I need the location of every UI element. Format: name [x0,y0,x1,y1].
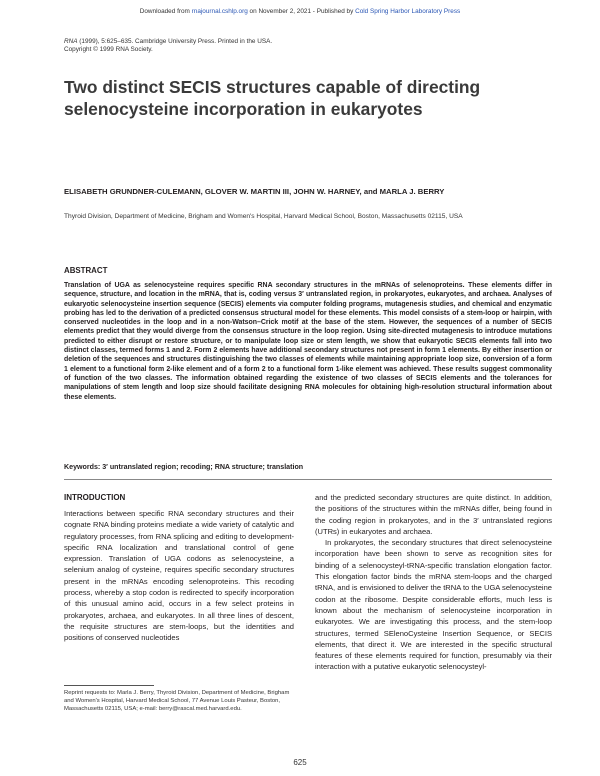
download-site-link[interactable]: rnajournal.cshlp.org [191,8,248,15]
author-list: ELISABETH GRUNDNER-CULEMANN, GLOVER W. MARTIN III, JOHN W. HARNEY, and MARLA J. BERRY [64,187,445,196]
right-column [315,492,552,673]
intro-paragraph-2: In prokaryotes, the secondary structures that direct selenocysteine incorporation have been shown to serve as recognition sites for binding of a selenocysteyl-tRNA-specific translation elongation factor. This elongation factor binds the mRNA stem-loops and the charged tRNA, and is envisioned to deliver the tRNA to the UGA selenocysteine codon at the ribosome. Despite considerable efforts, much less is known about the mechanism of selenocysteine incorporation in eukaryotes. We are investigating this process, and the stem-loop structures, termed SElenoCysteine Insertion Sequence, or SECIS elements, that direct it. We are interested in the specific structural features of these elements required for function, presumably via their interaction with a putative eukaryotic selenocysteyl- [315,538,552,672]
page-number: 625 [293,758,307,767]
download-banner [0,8,600,15]
copyright-line: Copyright © 1999 RNA Society. [64,46,153,54]
citation-line1: (1999), 5:625–635. Cambridge University Press. Printed in the USA. [77,38,273,45]
download-prefix: Downloaded from [139,8,192,15]
citation-block [64,38,272,54]
download-middle: on November 2, 2021 - Published by [247,8,356,15]
intro-paragraph-1-cont: and the predicted secondary structures are quite distinct. In addition, the positions of the structures within the mRNAs differ, being found in the coding region in prokaryotes, and in the 3′ untranslated regions (UTRs) in eukaryotes and archaea. [315,493,552,536]
left-column [64,508,294,644]
footnote-divider [64,685,154,686]
abstract-text: Translation of UGA as selenocysteine requires specific RNA secondary structures in the mRNAs of selenoproteins. These elements differ in sequence, structure, and location in the mRNA, that is, coding versus 3′ untranslated region, in prokaryotes, eukaryotes, and archaea. Analyses of eukaryotic selenocysteine insertion sequence (SECIS) elements via computer folding programs, mutagenesis studies, and chemical and enzymatic probing has led to the derivation of a predicted consensus structural model for these elements. This model consists of a stem-loop or hairpin, with conserved nucleotides in the loop and in a non-Watson–Crick motif at the base of the stem. However, the sequences of a number of SECIS elements predict that they would diverge from the consensus structure in the loop region. Using site-directed mutagenesis to introduce mutations predicted to either disrupt or restore structure, or to manipulate loop size or stem length, we show that eukaryotic SECIS elements fall into two distinct classes, termed forms 1 and 2. Form 2 elements have additional secondary structures not present in form 1 elements. By either insertion or deletion of the sequences and structures distinguishing the two classes of elements while maintaining appropriate loop size, conversion of a form 1 element to a functional form 2-like element and of a form 2 to a functional form 1-like element was achieved. These results suggest commonality of function of the two classes. The information obtained regarding the existence of two classes of SECIS elements and the tolerances for manipulations of stem length and loop size should facilitate designing RNA molecules for obtaining high-resolution structural information about these elements. [64,282,552,401]
journal-name: RNA [64,38,78,45]
article-title: Two distinct SECIS structures capable of directing selenocysteine incorporation in eukaryotes [64,77,481,119]
abstract-heading: ABSTRACT [64,266,108,275]
introduction-heading: INTRODUCTION [64,493,126,502]
affiliation: Thyroid Division, Department of Medicine, Brigham and Women's Hospital, Harvard Medical School, Boston, Massachusetts 02115, USA [64,213,463,220]
reprint-footnote: Reprint requests to: Marla J. Berry, Thyroid Division, Department of Medicine, Brigham and Women's Hospital, Harvard Medical School, 77 Avenue Louis Pasteur, Boston, Massachusetts 02115, USA; e-mail: berry@rascal.med.harvard.edu. [64,690,290,713]
keywords: Keywords: 3′ untranslated region; recoding; RNA structure; translation [64,463,304,471]
intro-paragraph-1: Interactions between specific RNA secondary structures and their cognate RNA binding proteins mediate a wide variety of catalytic and regulatory processes, from RNA splicing and editing to development-specific RNA localization and translational control of gene expression. Translation of UGA codons as selenocysteine, a selenium analog of cysteine, requires specific secondary structures present in the mRNAs encoding selenoproteins. This recoding process, whereby a stop codon is redirected to specify incorporation of this unusual amino acid, occurs in a few select proteins in prokaryotes, archaea, and eukaryotes. In all three lines of descent, the requisite structures are stem-loops, but the identities and positions of conserved nucleotides [64,509,294,643]
publisher-link[interactable]: Cold Spring Harbor Laboratory Press [355,8,461,15]
section-divider [64,479,552,480]
